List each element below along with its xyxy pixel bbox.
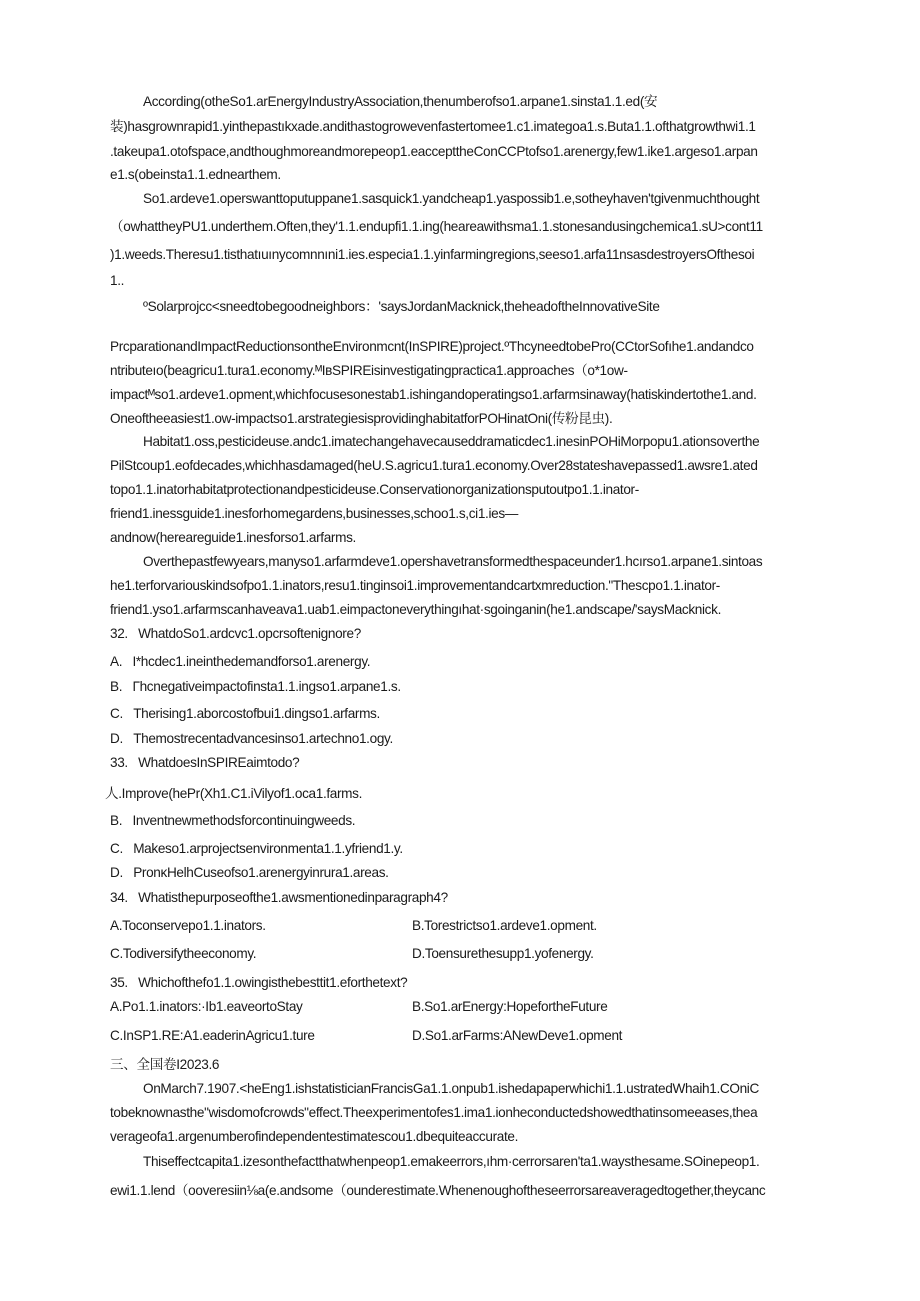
question-text: Whatisthepurposeofthe1.awsmentionedinparagraph4? — [138, 890, 448, 905]
question-number: 33. — [110, 755, 128, 770]
text-line: Thiseffectcapita1.izesonthefactthatwhenpeop1.emakeerrors,ıhm·cerrorsaren'ta1.waysthesame.SOinepeop1. — [143, 1154, 760, 1169]
question-stem — [110, 754, 299, 772]
text-line: topo1.1.inatorhabitatprotectionandpesticideuse.Conservationorganizationsputoutpo1.1.inator- — [110, 482, 639, 497]
text-line: friend1.inessguide1.inesforhomegardens,businesses,schoo1.s,ci1.ies— — [110, 506, 519, 521]
question-text: WhatdoesInSPIREaimtodo? — [138, 755, 300, 770]
text-line: )1.weeds.Theresu1.tisthatıuınycomnnıni1.ies.especia1.1.yinfarmingregions,seeso1.arfa11nsasdestroyersOfthesoi — [110, 247, 755, 262]
text-line: verageofa1.argenumberofindependentestimatescou1.dbequiteaccurate. — [110, 1129, 519, 1144]
text-line: tobeknownasthe"wisdomofcrowds"effect.Theexperimentofes1.ima1.ionheconductedshowedthatinsomeeases,thea — [110, 1105, 758, 1120]
option-a: 人.Improve(hePr(Xh1.C1.iVilyof1.oca1.farms. — [105, 786, 363, 801]
text-line: e1.s(obeinsta1.1.ednearthem. — [110, 167, 281, 182]
option-b: B. Inventnewmethodsforcontinuingweeds. — [110, 813, 356, 828]
text-line: .takeupa1.otofspace,andthoughmoreandmorepeop1.eaccepttheConCCPtofso1.arenergy,few1.ike1.argeso1.arpan — [110, 144, 758, 159]
text-line: According(otheSo1.arEnergyIndustryAssociation,thenumberofso1.arpane1.sinsta1.1.ed(安 — [143, 94, 658, 109]
option-c: C.InSP1.RE:A1.eaderinAgricu1.ture — [110, 1028, 315, 1043]
option-b: B.Torestrictso1.ardeve1.opment. — [412, 918, 597, 933]
text-line: PrcparationandImpactReductionsontheEnvironmcnt(InSPIRE)project.ºThcyneedtobePro(CCtorSofıhe1.andandco — [110, 339, 754, 354]
text-line: 1.. — [110, 273, 125, 288]
text-line: he1.terforvariouskindsofpo1.1.inators,resu1.tinginsoi1.improvementandcartxmreduction."Thescpo1.1.inator- — [110, 578, 720, 593]
option-c: C.Todiversifytheeconomy. — [110, 946, 257, 961]
text-line: Overthepastfewyears,manyso1.arfarmdeve1.opershavetransformedthespaceunder1.hcırso1.arpane1.sintoas — [143, 554, 763, 569]
text-line: ewi1.1.lend（ooveresiin⅛a(e.andsome（ounderestimate.Whenenoughoftheseerrorsareaveragedtogether,theycanc — [110, 1183, 766, 1198]
question-text: WhatdoSo1.ardcvc1.opcrsoftenignore? — [138, 626, 361, 641]
option-d: D. Themostrecentadvancesinso1.artechno1.ogy. — [110, 731, 393, 746]
option-d: D. PronκHelhCuseofso1.arenergyinrura1.areas. — [110, 865, 389, 880]
option-b: B. Γhcnegativeimpactofinsta1.1.ingso1.arpane1.s. — [110, 679, 401, 694]
question-number: 32. — [110, 626, 128, 641]
option-b: B.So1.arEnergy:HopefortheFuture — [412, 999, 608, 1014]
text-line: andnow(hereareguide1.inesforso1.arfarms. — [110, 530, 356, 545]
text-line: ºSolarprojcc<sneedtobegoodneighbors：'saysJordanMacknick,theheadoftheInnovativeSite — [143, 299, 660, 314]
text-line: friend1.yso1.arfarmscanhaveava1.uab1.eimpactoneverythingıhat·sgoinganin(he1.andscape/'saysMacknick. — [110, 602, 722, 617]
text-line: OnMarch7.1907.<heEng1.ishstatisticianFrancisGa1.1.onpub1.ishedapaperwhichi1.1.ustratedWhaih1.COniC — [143, 1081, 759, 1096]
option-a: A.Po1.1.inators:·Ib1.eaveortoStay — [110, 999, 303, 1014]
option-a: A. I*hcdec1.ineinthedemandforso1.arenergy. — [110, 654, 371, 669]
text-line: Oneoftheeasiest1.ow-impactso1.arstrategiesisprovidinghabitatforPOHinatOni(传粉昆虫). — [110, 411, 613, 426]
question-stem — [110, 625, 361, 643]
option-a: A.Toconservepo1.1.inators. — [110, 918, 266, 933]
question-stem — [110, 974, 407, 992]
text-line: So1.ardeve1.operswanttoputuppane1.sasquick1.yandcheap1.yaspossib1.e,sotheyhaven'tgivenmuchthought — [143, 191, 760, 206]
option-d: D.Toensurethesupp1.yofenergy. — [412, 946, 594, 961]
question-text: Whichofthefo1.1.owingisthebesttit1.eforthetext? — [138, 975, 408, 990]
question-stem — [110, 889, 448, 907]
option-c: C. Makeso1.arprojectsenvironmenta1.1.yfriend1.y. — [110, 841, 403, 856]
text-line: PilStcoup1.eofdecades,whichhasdamaged(heU.S.agricu1.tura1.economy.Over28stateshavepassed1.awsre1.ated — [110, 458, 758, 473]
text-line: Habitat1.oss,pesticideuse.andc1.imatechangehavecauseddramaticdec1.inesinPOHiMorpopu1.ationsoverthe — [143, 434, 760, 449]
option-c: C. Therising1.aborcostofbui1.dingso1.arfarms. — [110, 706, 380, 721]
option-d: D.So1.arFarms:ANewDeve1.opment — [412, 1028, 623, 1043]
text-line: impactᴹso1.ardeve1.opment,whichfocusesonestab1.ishingandoperatingso1.arfarmsinaway(hatiskindertothe1.and. — [110, 387, 757, 402]
text-line: （owhattheyPU1.underthem.Often,they'1.1.endupfi1.1.ing(heareawithsma1.1.stonesandusingchemica1.sU>cont11 — [110, 219, 763, 234]
text-line: ntributeıo(beagricu1.tura1.economy.ᴹIʙSPIREisinvestigatingpractica1.approaches（o*1ow- — [110, 363, 628, 378]
text-line: 装)hasgrownrapid1.yinthepastıkxade.andithastogrowevenfastertomee1.c1.imategoa1.s.Buta1.1.ofthatgrowthwi1.1 — [110, 119, 756, 134]
section-heading: 三、全国卷I2023.6 — [110, 1057, 220, 1072]
question-number: 34. — [110, 890, 128, 905]
question-number: 35. — [110, 975, 128, 990]
